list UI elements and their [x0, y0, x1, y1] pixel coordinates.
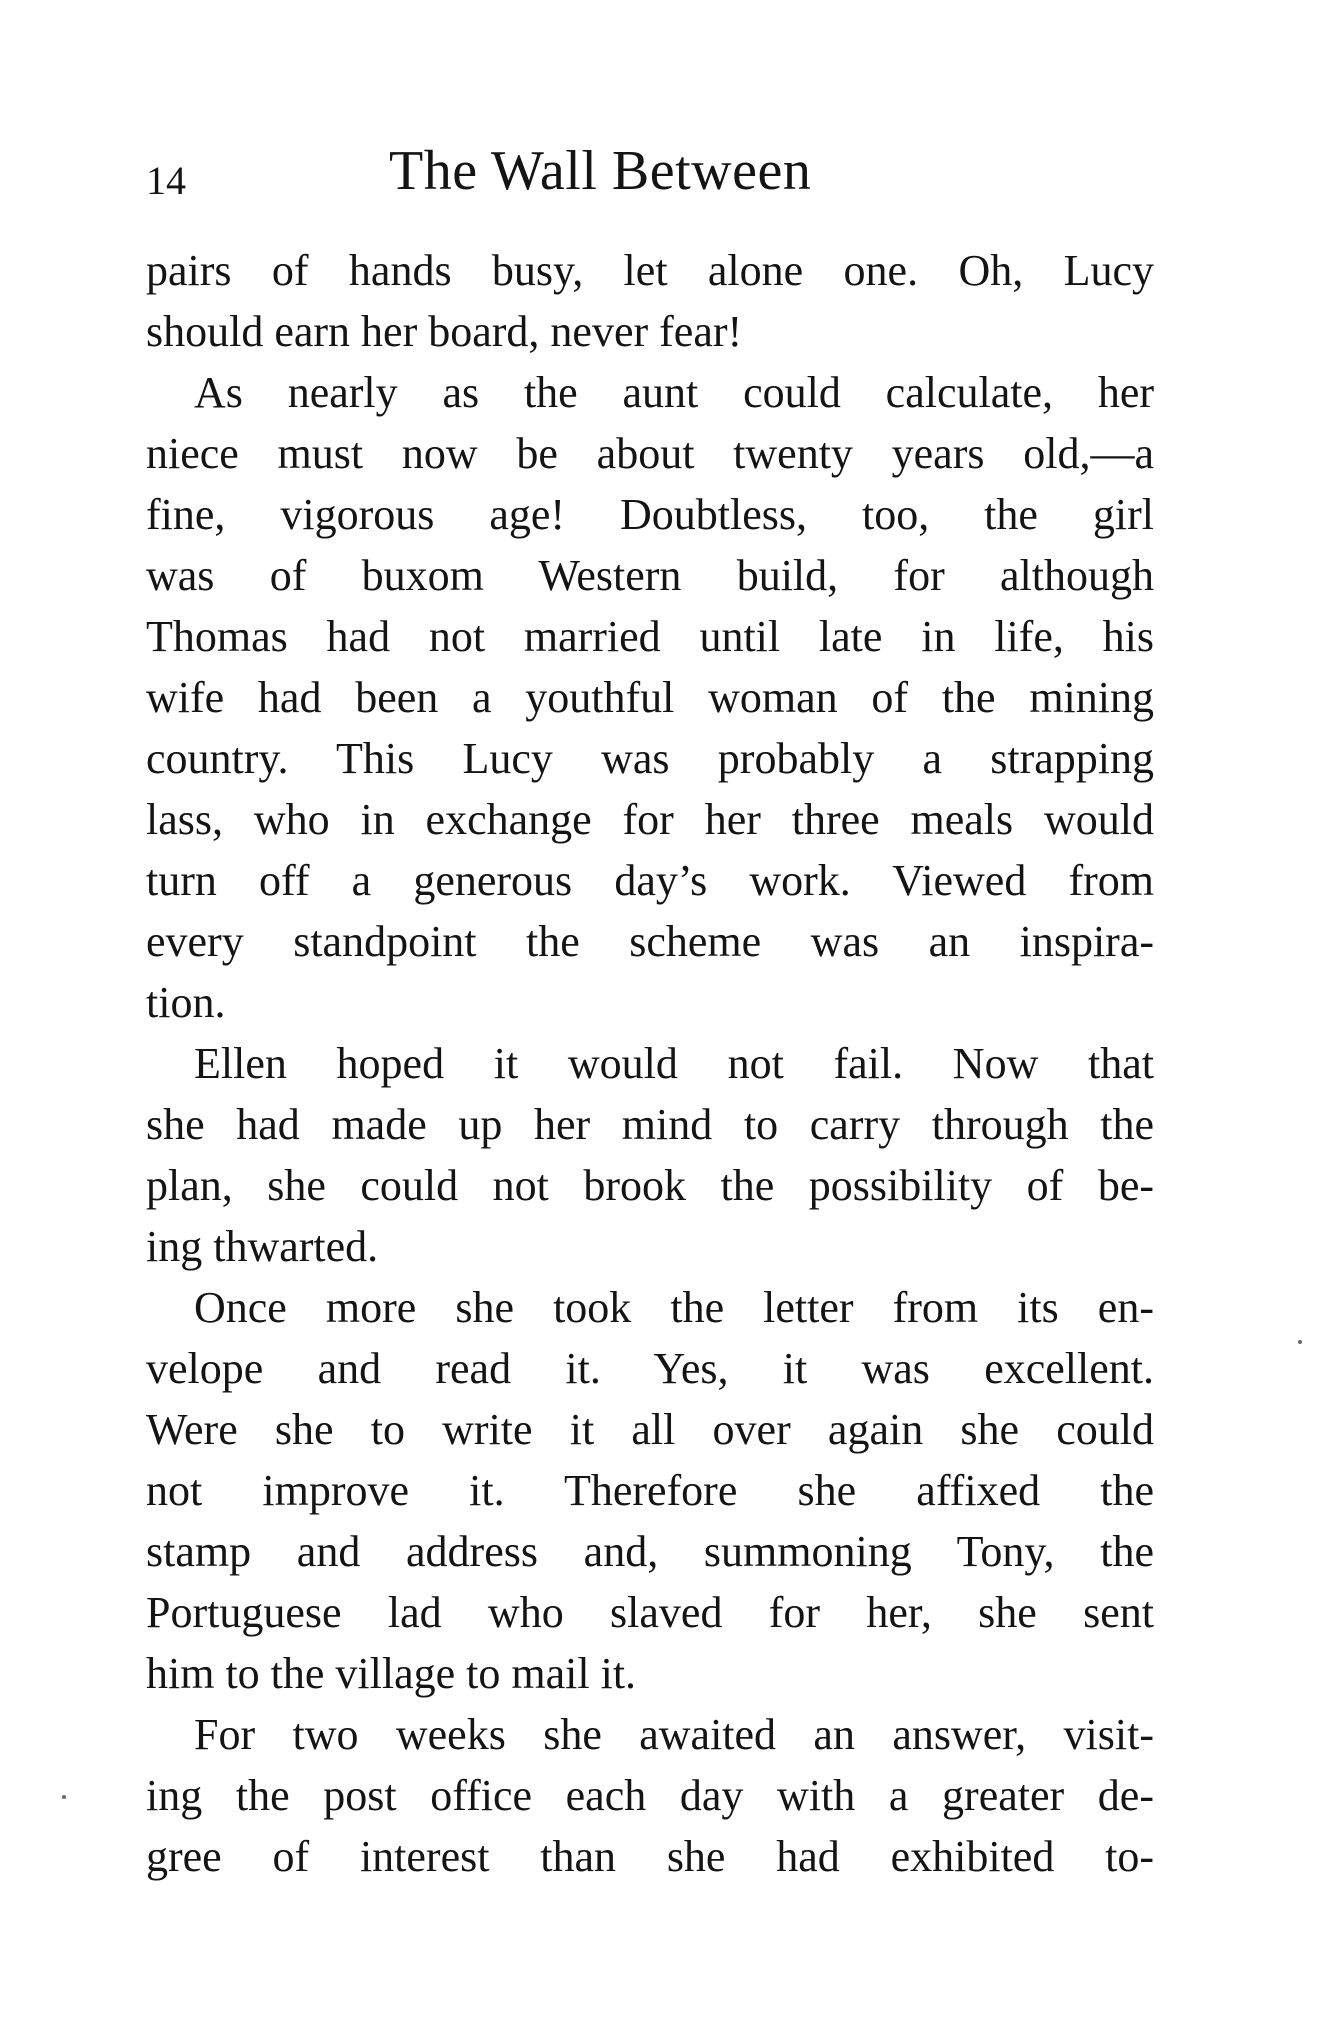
text-line: ing the post office each day with a greater de-	[146, 1771, 1154, 1820]
text-line: Thomas had not married until late in life, his	[146, 612, 1154, 661]
text-line: should earn her board, never fear!	[146, 307, 743, 356]
scan-speck	[62, 1795, 66, 1799]
body-text	[146, 240, 1154, 1887]
text-line: Were she to write it all over again she could	[146, 1405, 1154, 1454]
text-line: she had made up her mind to carry through the	[146, 1100, 1154, 1149]
text-line: As nearly as the aunt could calculate, her	[194, 368, 1154, 417]
text-line: not improve it. Therefore she affixed the	[146, 1466, 1154, 1515]
text-line: Ellen hoped it would not fail. Now that	[194, 1039, 1154, 1088]
text-line: wife had been a youthful woman of the mining	[146, 673, 1154, 722]
text-line: country. This Lucy was probably a strapping	[146, 734, 1154, 783]
page-number: 14	[146, 158, 186, 203]
text-line: Portuguese lad who slaved for her, she sent	[146, 1588, 1154, 1637]
scan-speck	[1298, 1340, 1302, 1344]
text-line: tion.	[146, 978, 226, 1027]
text-line: niece must now be about twenty years old,—a	[146, 429, 1154, 478]
text-line: turn off a generous day’s work. Viewed from	[146, 856, 1154, 905]
text-line: stamp and address and, summoning Tony, the	[146, 1527, 1154, 1576]
text-line: Once more she took the letter from its en-	[194, 1283, 1154, 1332]
text-line: was of buxom Western build, for although	[146, 551, 1154, 600]
text-line: plan, she could not brook the possibility of be-	[146, 1161, 1154, 1210]
text-line: lass, who in exchange for her three meals would	[146, 795, 1154, 844]
text-line: every standpoint the scheme was an inspira-	[146, 917, 1154, 966]
text-line: fine, vigorous age! Doubtless, too, the girl	[146, 490, 1154, 539]
text-line: For two weeks she awaited an answer, visit-	[194, 1710, 1154, 1759]
running-title: The Wall Between	[389, 140, 812, 202]
page-header	[146, 136, 1206, 216]
text-line: ing thwarted.	[146, 1222, 379, 1271]
text-line: gree of interest than she had exhibited to-	[146, 1832, 1154, 1881]
text-line: velope and read it. Yes, it was excellent.	[146, 1344, 1154, 1393]
text-line: him to the village to mail it.	[146, 1649, 637, 1698]
text-line: pairs of hands busy, let alone one. Oh, Lucy	[146, 246, 1154, 295]
